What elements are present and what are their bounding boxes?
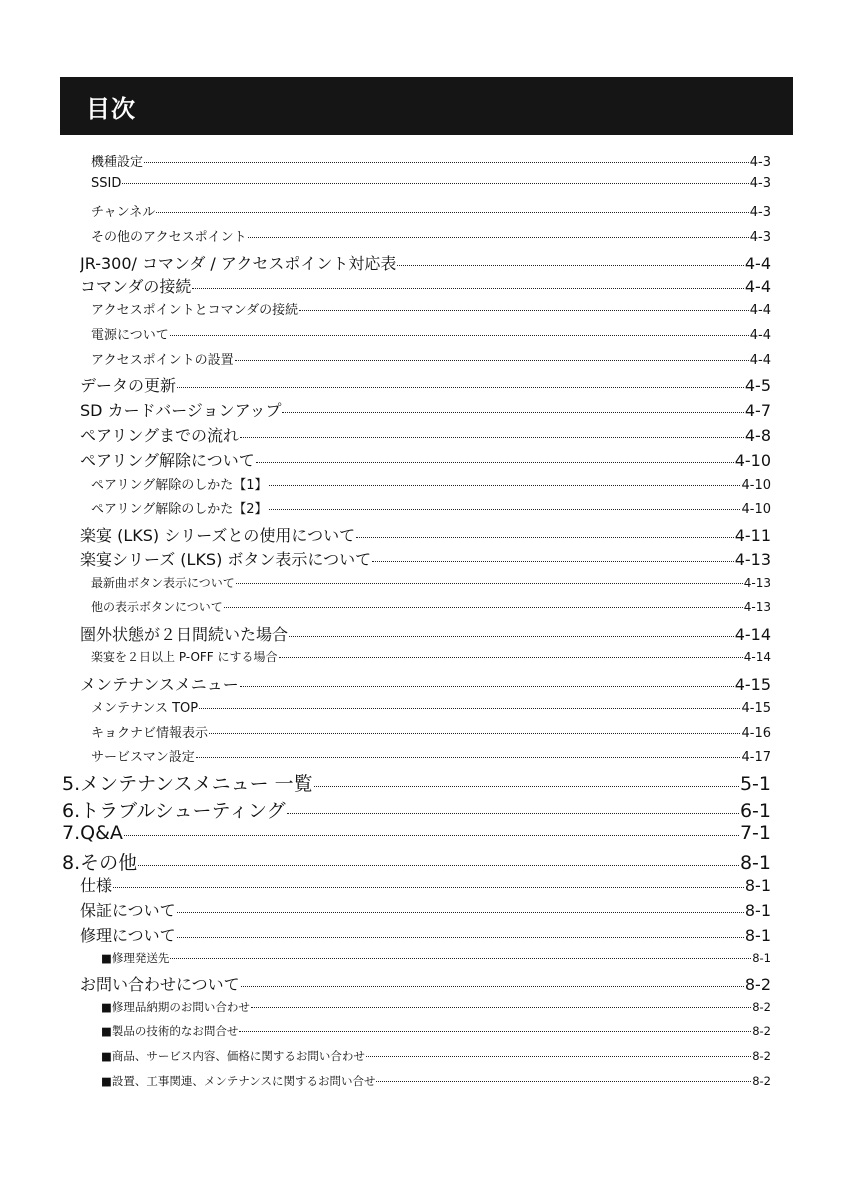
toc-entry-label: 機種設定 [91,155,144,170]
toc-entry-label: 5.メンテナンスメニュー 一覧 [62,773,313,795]
toc-entry-label: ■製品の技術的なお問合せ [101,1024,239,1038]
toc-entry-label: アクセスポイントの設置 [91,353,234,368]
toc-entry[interactable] [80,873,771,896]
toc-entry-page: 8-1 [739,852,771,874]
toc-entry-page: 8-1 [744,901,771,920]
toc-entry[interactable] [91,151,771,170]
toc-entry[interactable] [62,769,771,796]
toc-entry-label: アクセスポイントとコマンダの接続 [91,303,299,318]
toc-entry-label: 6.トラブルシューティング [62,800,286,822]
toc-entry-label: コマンダの接続 [80,277,192,296]
toc-leader-dots [256,462,734,463]
toc-entry-label: キョクナビ情報表示 [91,726,209,741]
toc-entry-label: お問い合わせについて [80,975,240,994]
toc-entry-label: ■修理品納期のお問い合わせ [101,1000,250,1014]
toc-entry-label: メンテナンス TOP [91,701,199,716]
toc-entry-page: 4-4 [744,254,771,273]
toc-entry-label: 保証について [80,901,176,920]
toc-entry[interactable] [91,648,771,665]
toc-entry-label: 楽宴 (LKS) シリーズとの使用について [80,526,356,545]
toc-entry-page: 4-3 [749,205,771,220]
toc-leader-dots [156,212,749,213]
toc-entry-label: 仕様 [80,876,113,895]
toc-entry-page: 4-16 [741,726,771,741]
toc-leader-dots [209,733,740,734]
toc-entry[interactable] [62,822,771,844]
toc-entry-page: 8-2 [752,1049,771,1063]
toc-entry-page: 8-2 [752,1000,771,1014]
toc-entry-label: 修理について [80,926,176,945]
toc-entry-label: ペアリング解除について [80,451,255,470]
toc-leader-dots [236,583,743,584]
toc-entry-page: 4-8 [744,426,771,445]
toc-leader-dots [376,1081,751,1082]
toc-leader-dots [279,657,743,658]
toc-leader-dots [124,835,739,836]
toc-entry-label: 圏外状態が２日間続いた場合 [80,625,289,644]
toc-leader-dots [240,437,744,438]
toc-leader-dots [177,937,744,938]
toc-entry[interactable] [91,226,771,245]
toc-entry-page: 4-10 [741,478,771,493]
toc-entry-page: 4-15 [741,701,771,716]
toc-entry-page: 4-13 [743,576,771,590]
toc-entry-label: データの更新 [80,376,177,395]
toc-entry[interactable] [91,324,771,343]
toc-leader-dots [192,288,743,289]
toc-entry-page: 4-10 [734,451,771,470]
toc-entry-page: 4-3 [749,155,771,170]
toc-entry-page: 8-2 [752,1074,771,1088]
toc-entry[interactable] [80,423,771,446]
toc-entry[interactable] [80,898,771,921]
toc-entry[interactable] [91,474,771,493]
toc-entry[interactable] [91,598,771,615]
toc-entry-label: 他の表示ボタンについて [91,600,223,614]
toc-entry[interactable] [80,523,771,546]
toc-entry-page: 8-1 [752,951,771,965]
toc-entry-label: JR-300/ コマンダ / アクセスポイント対応表 [80,254,397,273]
toc-leader-dots [397,265,743,266]
toc-entry-page: 4-4 [749,328,771,343]
toc-entry[interactable] [91,349,771,368]
toc-entry-page: 4-14 [734,625,771,644]
toc-entry[interactable] [101,1048,771,1064]
toc-entry-page: 4-13 [734,550,771,569]
toc-entry-label: 楽宴を２日以上 P-OFF にする場合 [91,650,278,664]
toc-entry-page: 4-17 [741,750,771,765]
toc-leader-dots [113,887,744,888]
toc-leader-dots [282,412,743,413]
toc-entry[interactable] [101,1073,771,1089]
toc-leader-dots [196,757,741,758]
toc-entry-page: 4-3 [749,230,771,245]
toc-entry-page: 4-15 [734,675,771,694]
toc-entry[interactable] [91,201,771,220]
toc-entry[interactable] [91,746,771,765]
toc-entry-page: 8-1 [744,926,771,945]
page-title: 目次 [86,95,136,123]
toc-entry[interactable] [101,1023,771,1039]
toc-leader-dots [138,865,739,866]
toc-leader-dots [269,509,741,510]
toc-entry-label: 8.その他 [62,852,138,874]
toc-leader-dots [356,537,734,538]
toc-leader-dots [122,183,748,184]
toc-leader-dots [235,360,749,361]
toc-entry[interactable] [80,972,771,995]
toc-entry-label: ■修理発送先 [101,951,170,965]
toc-leader-dots [251,1007,751,1008]
toc-entry-page: 4-14 [743,650,771,664]
toc-entry[interactable] [80,448,771,471]
toc-leader-dots [287,813,739,814]
toc-entry[interactable] [101,999,771,1015]
toc-entry[interactable] [80,672,771,695]
toc-entry[interactable] [91,176,771,191]
toc-entry-page: 7-1 [739,822,771,844]
toc-leader-dots [372,561,734,562]
toc-entry-label: SSID [91,176,122,191]
toc-entry-page: 6-1 [739,800,771,822]
toc-leader-dots [239,1031,751,1032]
toc-entry-page: 4-4 [744,277,771,296]
toc-entry[interactable] [80,274,771,297]
toc-entry[interactable] [80,373,771,396]
toc-entry[interactable] [91,299,771,318]
toc-entry[interactable] [62,848,771,875]
toc-leader-dots [177,912,744,913]
toc-leader-dots [366,1056,751,1057]
toc-entry[interactable] [91,498,771,517]
toc-leader-dots [241,986,744,987]
toc-entry-page: 4-13 [743,600,771,614]
toc-entry[interactable] [80,251,771,274]
toc-entry-label: ペアリング解除のしかた【2】 [91,502,268,517]
toc-leader-dots [199,708,740,709]
toc-entry[interactable] [91,722,771,741]
toc-leader-dots [224,607,743,608]
toc-entry[interactable] [101,950,771,966]
toc-entry-label: メンテナンスメニュー [80,675,239,694]
toc-entry-page: 4-11 [734,526,771,545]
toc-entry-page: 8-2 [744,975,771,994]
toc-leader-dots [314,786,739,787]
toc-leader-dots [177,387,744,388]
toc-leader-dots [269,485,741,486]
toc-entry-label: 楽宴シリーズ (LKS) ボタン表示について [80,550,372,569]
toc-leader-dots [289,636,734,637]
toc-leader-dots [299,310,749,311]
toc-entry-page: 4-4 [749,303,771,318]
toc-entry-label: 電源について [91,328,169,343]
toc-leader-dots [170,958,751,959]
toc-entry-label: ■商品、サービス内容、価格に関するお問い合わせ [101,1049,365,1063]
toc-entry-label: ペアリングまでの流れ [80,426,240,445]
toc-entry-label: その他のアクセスポイント [91,230,247,245]
toc-entry-label: ■設置、工事関連、メンテナンスに関するお問い合せ [101,1074,376,1088]
toc-entry-page: 8-1 [744,876,771,895]
toc-entry-page: 4-10 [741,502,771,517]
toc-entry-label: SD カードバージョンアップ [80,401,282,420]
toc-entry[interactable] [80,398,771,421]
toc-entry-page: 8-2 [752,1024,771,1038]
toc-entry-label: 最新曲ボタン表示について [91,576,235,590]
toc-entry[interactable] [91,574,771,591]
toc-entry[interactable] [80,547,771,570]
toc-entry-page: 5-1 [739,773,771,795]
toc-entry-label: サービスマン設定 [91,750,195,765]
toc-entry-label: 7.Q&A [62,822,123,844]
toc-entry[interactable] [91,697,771,716]
toc-entry-label: チャンネル [91,205,156,220]
toc-entry[interactable] [80,923,771,946]
toc-leader-dots [170,335,749,336]
toc-entry-page: 4-7 [744,401,771,420]
toc-leader-dots [240,686,734,687]
toc-entry[interactable] [80,622,771,645]
toc-entry-page: 4-3 [749,176,771,191]
toc-entry[interactable] [62,796,771,823]
toc-entry-page: 4-5 [744,376,771,395]
toc-leader-dots [248,237,749,238]
toc-leader-dots [144,162,749,163]
toc-entry-page: 4-4 [749,353,771,368]
toc-entry-label: ペアリング解除のしかた【1】 [91,478,268,493]
